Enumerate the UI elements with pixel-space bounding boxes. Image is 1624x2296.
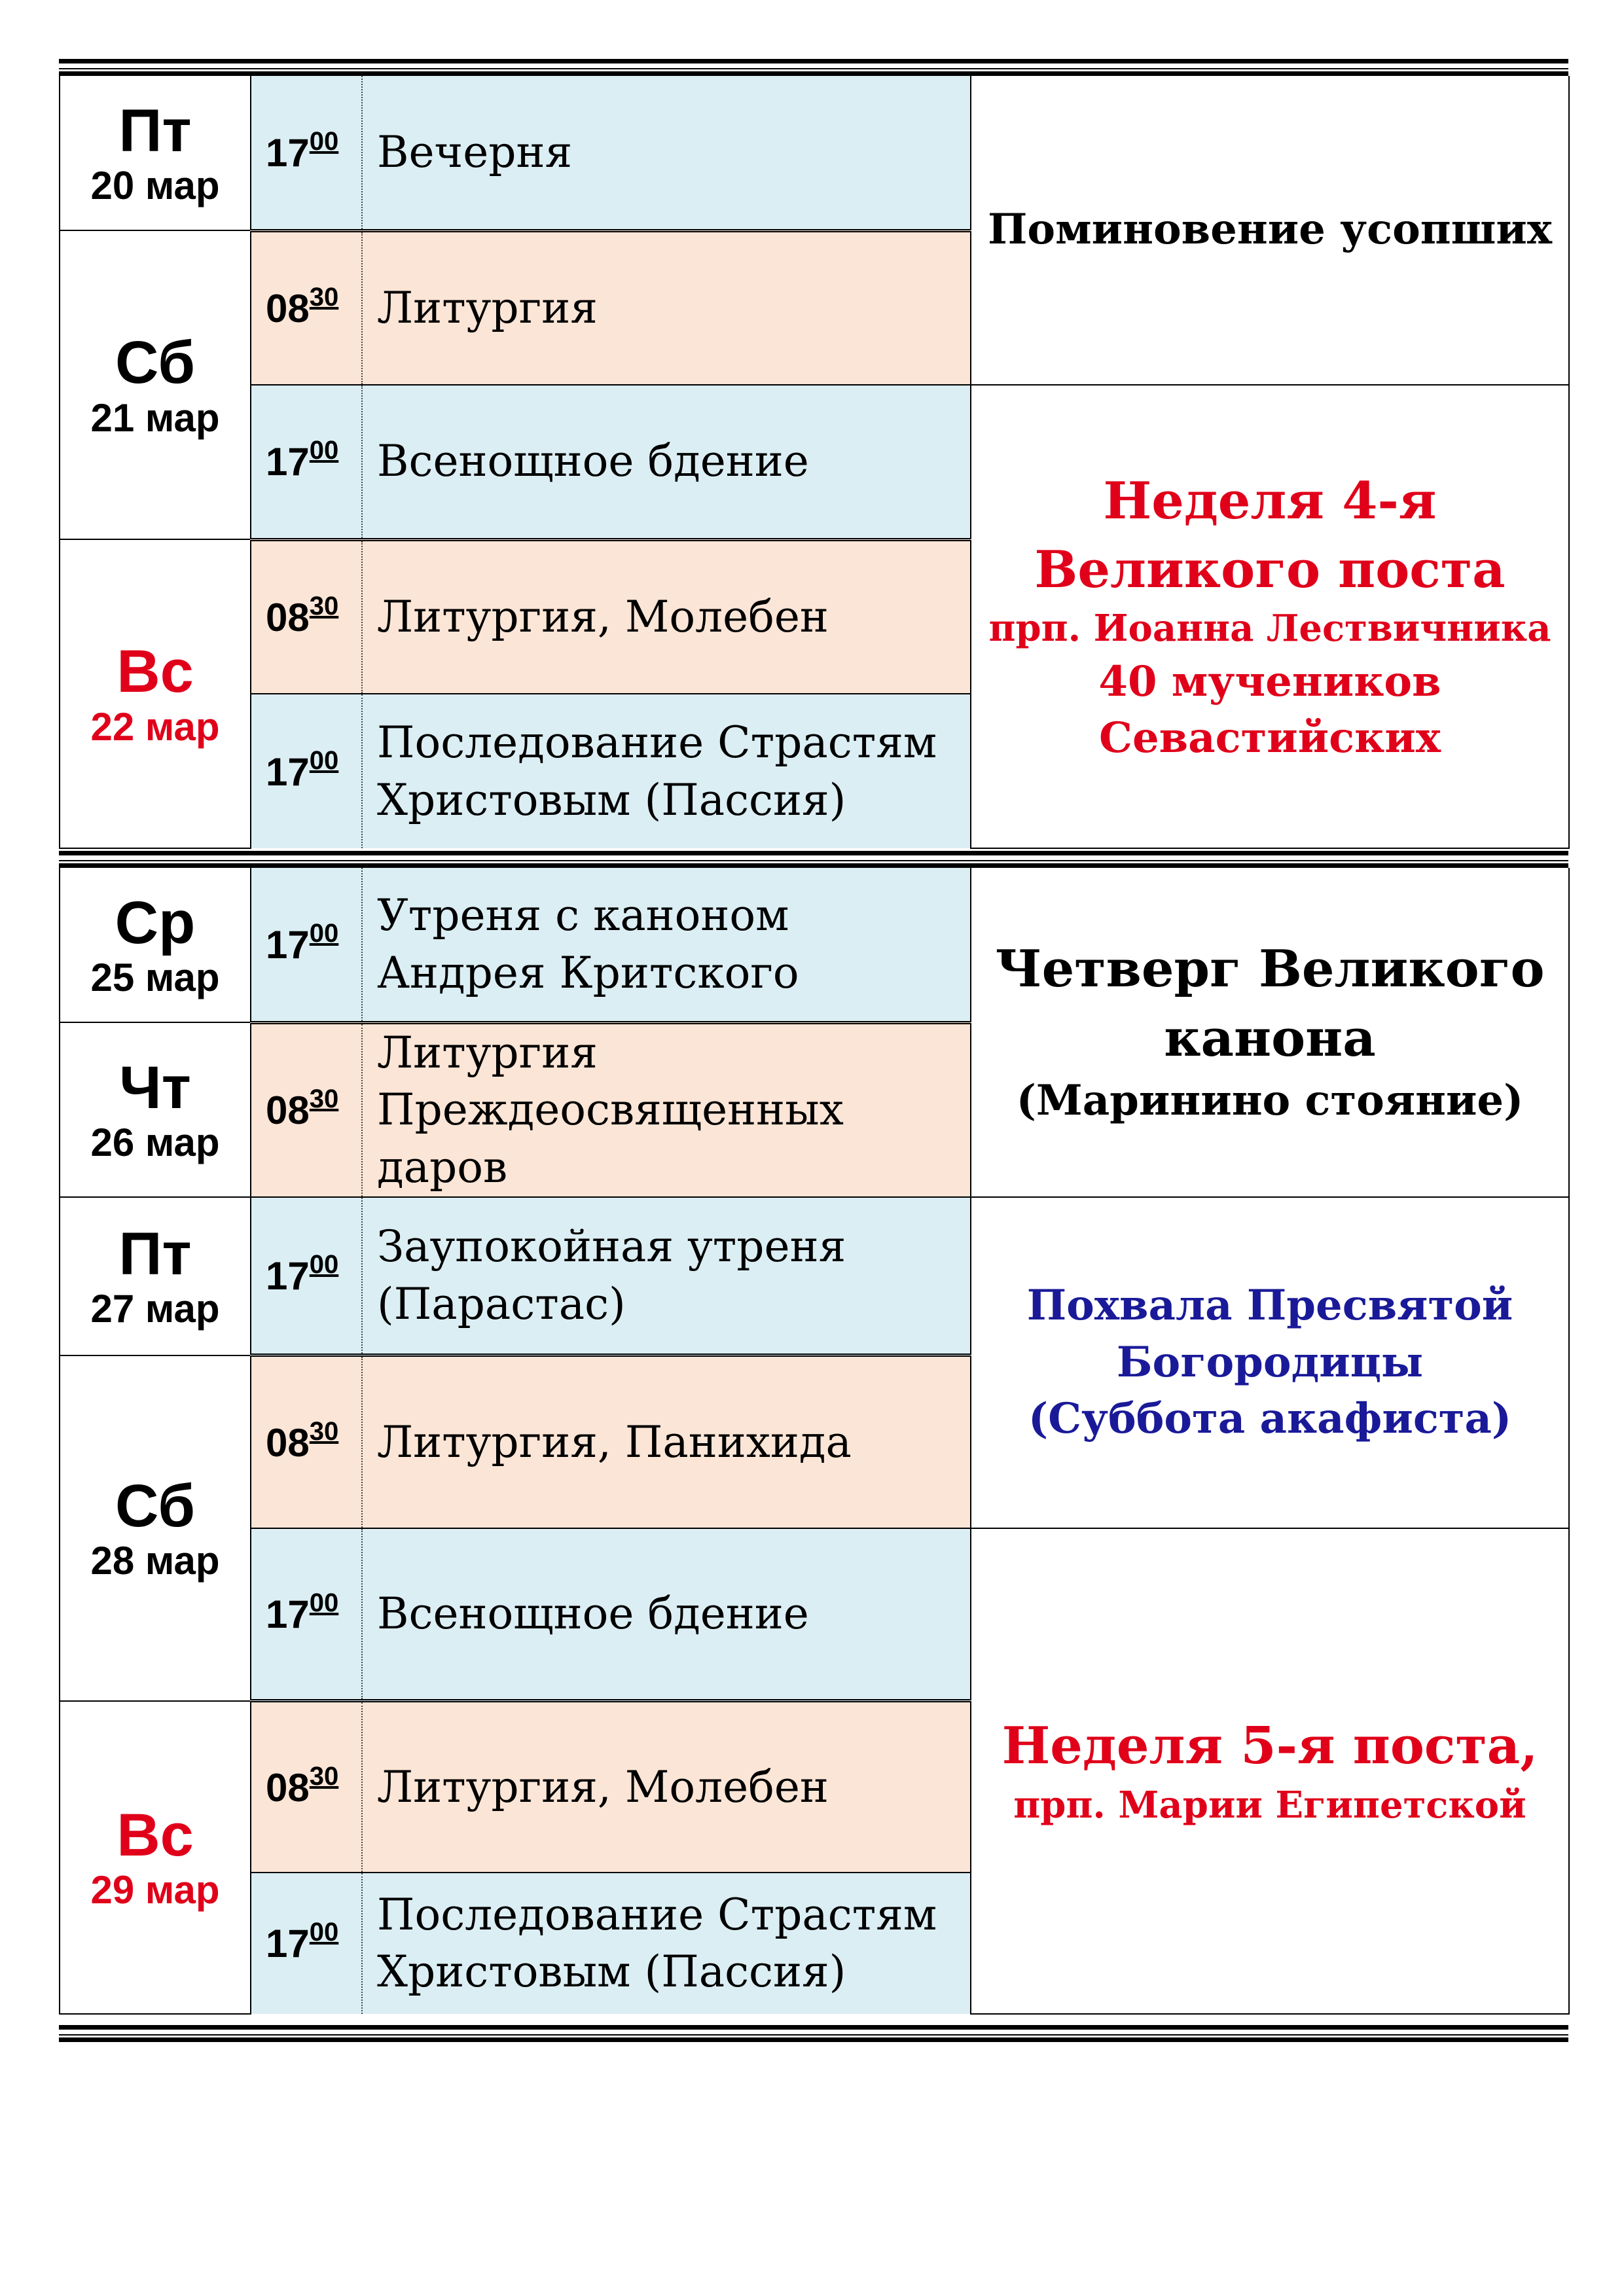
top-separator [59, 59, 1568, 76]
week-2-table [59, 868, 1570, 2015]
week-1-table [59, 76, 1570, 849]
feast-cell [971, 76, 1569, 385]
service-title: Всенощное бдение [362, 385, 971, 539]
day-date: 20 мар [90, 164, 220, 208]
feast-line: 40 мучеников [1098, 656, 1441, 706]
feast-line: прп. Иоанна Лествичника [988, 607, 1551, 651]
service-title: Литургия, Панихида [362, 1355, 971, 1528]
day-cell [60, 1701, 251, 2014]
week-2-schedule [59, 868, 1568, 2015]
service-time: $17^{00}$ [251, 868, 362, 1022]
table-row [60, 868, 1569, 1022]
feast-line: Богородицы [1116, 1337, 1424, 1387]
feast-cell [971, 385, 1569, 848]
day-name: Вс [117, 1802, 194, 1869]
day-name: Пт [118, 1221, 192, 1288]
feast-line: Неделя 5-я поста, [1001, 1716, 1538, 1776]
table-row [60, 1528, 1569, 1701]
feast-line: прп. Марии Египетской [1013, 1783, 1526, 1827]
table-row [60, 76, 1569, 230]
day-name: Сб [115, 329, 196, 397]
service-time: $08^{30}$ [251, 1701, 362, 1873]
day-date: 22 мар [90, 704, 220, 749]
day-name: Ср [115, 889, 196, 956]
day-name: Пт [118, 97, 192, 164]
service-time: $08^{30}$ [251, 230, 362, 385]
day-cell [60, 76, 251, 230]
feast-line: (Суббота акафиста) [1028, 1393, 1512, 1443]
week-1-schedule [59, 76, 1568, 849]
day-cell [60, 1197, 251, 1355]
service-title: Литургия, Молебен [362, 1701, 971, 1873]
day-date: 28 мар [90, 1539, 220, 1583]
bottom-separator [59, 2025, 1568, 2042]
service-time: $17^{00}$ [251, 1197, 362, 1355]
table-row [60, 385, 1569, 539]
feast-line: Четверг Великого [995, 939, 1545, 999]
feast-cell [971, 1197, 1569, 1528]
day-date: 27 мар [90, 1287, 220, 1331]
day-cell [60, 1355, 251, 1701]
service-title: Вечерня [362, 76, 971, 230]
service-title: Всенощное бдение [362, 1528, 971, 1701]
feast-line: Похвала Пресвятой [1026, 1281, 1513, 1331]
service-time: $08^{30}$ [251, 1022, 362, 1197]
day-cell [60, 230, 251, 539]
service-time: $17^{00}$ [251, 1873, 362, 2014]
day-date: 26 мар [90, 1120, 220, 1164]
day-cell [60, 1022, 251, 1197]
service-title: Последование Страстям Христовым (Пассия) [362, 1873, 971, 2014]
day-name: Чт [119, 1054, 191, 1121]
service-title: Литургия, Молебен [362, 539, 971, 694]
service-title: Утреня с каноном Андрея Критского [362, 868, 971, 1022]
service-time: $08^{30}$ [251, 1355, 362, 1528]
service-time: $17^{00}$ [251, 1528, 362, 1701]
feast-line: (Маринино стояние) [1016, 1076, 1524, 1125]
day-name: Сб [115, 1473, 196, 1540]
feast-cell [971, 868, 1569, 1197]
feast-line: Поминовение усопших [987, 205, 1553, 255]
day-cell [60, 868, 251, 1022]
service-title: Литургия Преждеосвященных даров [362, 1022, 971, 1197]
day-cell [60, 539, 251, 848]
feast-cell [971, 1528, 1569, 2014]
service-time: $17^{00}$ [251, 385, 362, 539]
feast-line: канона [1164, 1008, 1376, 1068]
table-row [60, 1197, 1569, 1355]
service-title: Заупокойная утреня (Парастас) [362, 1197, 971, 1355]
service-title: Литургия [362, 230, 971, 385]
service-time: $08^{30}$ [251, 539, 362, 694]
service-time: $17^{00}$ [251, 76, 362, 230]
service-title: Последование Страстям Христовым (Пассия) [362, 694, 971, 848]
feast-line: Севастийских [1099, 713, 1441, 763]
day-name: Вс [117, 638, 194, 706]
day-date: 21 мар [90, 395, 220, 440]
day-date: 25 мар [90, 956, 220, 1000]
day-date: 29 мар [90, 1868, 220, 1912]
feast-line: Великого поста [1034, 539, 1506, 600]
feast-line: Неделя 4-я [1103, 471, 1437, 531]
week-separator [59, 851, 1568, 868]
service-time: $17^{00}$ [251, 694, 362, 848]
